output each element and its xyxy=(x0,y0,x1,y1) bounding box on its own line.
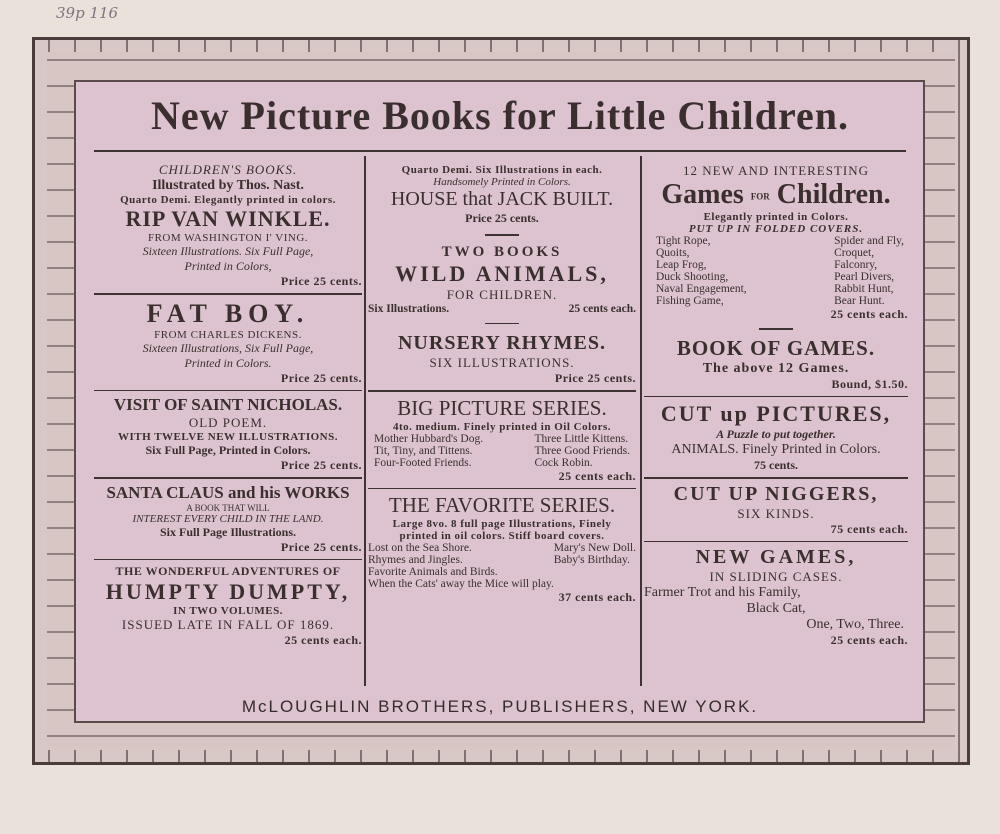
list-item: Mary's New Doll. xyxy=(553,542,636,554)
desc-line: Handsomely Printed in Colors. xyxy=(433,176,571,188)
price: 25 cents each. xyxy=(830,633,908,647)
humpty-dumpty-title: HUMPTY DUMPTY, xyxy=(105,579,351,604)
desc-line: Printed in Colors, xyxy=(184,259,272,273)
cut-up-niggers-title: CUT UP NIGGERS, xyxy=(673,482,879,505)
subtitle: A Puzzle to put together. xyxy=(716,427,836,441)
nast-line: Illustrated by Thos. Nast. xyxy=(152,178,304,193)
format-line: 4to. medium. Finely printed in Oil Colors. xyxy=(392,420,612,433)
desc-line: ANIMALS. Finely Printed in Colors. xyxy=(671,442,881,457)
desc-line: Six Full Page Illustrations. xyxy=(159,524,296,539)
new-games-title: NEW GAMES, xyxy=(695,546,857,568)
desc-line: Sixteen Illustrations, Six Full Page, xyxy=(142,340,314,355)
price: 75 cents each. xyxy=(830,521,908,536)
list-item: Baby's Birthday. xyxy=(553,554,630,566)
format-line: Quarto Demi. Six Illustrations in each. xyxy=(401,164,603,176)
column-divider-2 xyxy=(640,156,642,686)
desc-line: Sixteen Illustrations. Six Full Page, xyxy=(142,244,314,258)
price: Price 25 cents. xyxy=(280,370,362,385)
list-item: Three Little Kittens. xyxy=(534,432,629,445)
saint-nicholas-title: VISIT OF SAINT NICHOLAS. xyxy=(113,395,343,414)
price: Price 25 cents. xyxy=(280,274,362,288)
list-item: Croquet, xyxy=(834,247,875,259)
price: 25 cents each. xyxy=(284,633,362,647)
subtitle: SIX ILLUSTRATIONS. xyxy=(429,355,575,370)
list-item: Lost on the Sea Shore. xyxy=(368,542,472,554)
list-item: Naval Engagement, xyxy=(656,283,747,295)
desc-line: Elegantly printed in Colors. xyxy=(703,211,849,223)
desc-line: Large 8vo. 8 full page Illustrations, Finely xyxy=(392,518,612,530)
list-item: Spider and Fly, xyxy=(834,235,904,247)
list-item: Tight Rope, xyxy=(656,235,711,247)
title-rule xyxy=(94,150,906,152)
subtitle: FOR CHILDREN. xyxy=(446,286,558,302)
two-books-heading: TWO BOOKS xyxy=(441,243,563,260)
price: 25 cents each. xyxy=(830,307,908,321)
desc-line: printed in oil colors. Stiff board covers. xyxy=(399,530,605,542)
price: 75 cents. xyxy=(754,458,798,472)
games-for-children-title: Games FOR Children. xyxy=(661,179,891,210)
column-3 xyxy=(644,163,908,648)
list-item: Three Good Friends. xyxy=(534,444,630,457)
page-title: New Picture Books for Little Children. xyxy=(151,93,849,138)
desc-line: A BOOK THAT WILL xyxy=(186,502,270,513)
price: Bound, $1.50. xyxy=(831,376,908,391)
house-jack-built-title: HOUSE that JACK BUILT. xyxy=(390,188,614,210)
nursery-rhymes-title: NURSERY RHYMES. xyxy=(397,332,607,354)
price: Price 25 cents. xyxy=(280,458,362,472)
list-item: Four-Footed Friends. xyxy=(374,456,472,469)
price: 25 cents each. xyxy=(568,302,636,315)
subtitle: IN TWO VOLUMES. xyxy=(173,605,283,617)
desc-line: Printed in Colors. xyxy=(184,355,272,370)
author-line: FROM WASHINGTON I' VING. xyxy=(147,232,309,244)
list-item: Cock Robin. xyxy=(534,456,593,469)
list-item: Tit, Tiny, and Tittens. xyxy=(374,444,473,457)
price: Price 25 cents. xyxy=(280,539,362,554)
catalog-mark: 39p 116 xyxy=(56,4,119,22)
desc-line: PUT UP IN FOLDED COVERS. xyxy=(688,223,864,235)
wild-animals-title: WILD ANIMALS, xyxy=(395,260,609,286)
desc-line: ISSUED LATE IN FALL OF 1869. xyxy=(121,617,335,632)
column-1 xyxy=(94,162,362,648)
book-of-games-title: BOOK OF GAMES. xyxy=(676,335,876,360)
list-item: Mother Hubbard's Dog. xyxy=(374,432,484,445)
santa-claus-title: SANTA CLAUS and his WORKS xyxy=(106,482,350,502)
list-item: Fishing Game, xyxy=(656,295,724,307)
price: Price 25 cents. xyxy=(465,211,539,225)
desc-line: THE WONDERFUL ADVENTURES OF xyxy=(115,564,341,578)
list-item: Falconry, xyxy=(834,259,878,271)
column-2 xyxy=(368,164,636,605)
desc-line: Six Full Page, Printed in Colors. xyxy=(145,443,311,457)
big-picture-series-title: BIG PICTURE SERIES. xyxy=(397,395,607,420)
list-item: Black Cat, xyxy=(746,601,806,616)
list-item: Bear Hunt. xyxy=(834,295,885,307)
rip-van-winkle-title: RIP VAN WINKLE. xyxy=(125,206,331,231)
list-item: Farmer Trot and his Family, xyxy=(644,585,801,600)
cut-up-pictures-title: CUT up PICTURES, xyxy=(660,401,892,426)
subtitle: SIX KINDS. xyxy=(737,505,815,521)
games-heading: 12 NEW AND INTERESTING xyxy=(682,163,870,178)
list-item: Favorite Animals and Birds. xyxy=(368,566,498,578)
list-item: Leap Frog, xyxy=(656,259,707,271)
publisher-footer: McLOUGHLIN BROTHERS, PUBLISHERS, NEW YORK. xyxy=(241,697,759,716)
price: 37 cents each. xyxy=(558,590,636,604)
price: Price 25 cents. xyxy=(554,371,636,385)
fat-boy-title: FAT BOY. xyxy=(146,298,310,328)
format-line: Quarto Demi. Elegantly printed in colors. xyxy=(120,194,336,206)
list-item: One, Two, Three. xyxy=(806,617,904,632)
heading-childrens-books: CHILDREN'S BOOKS. xyxy=(158,162,298,177)
desc-line: INTEREST EVERY CHILD IN THE LAND. xyxy=(132,512,324,525)
favorite-series-title: THE FAVORITE SERIES. xyxy=(388,493,616,517)
subtitle: OLD POEM. xyxy=(188,415,268,430)
subtitle: The above 12 Games. xyxy=(702,360,850,376)
list-item: When the Cats' away the Mice will play. xyxy=(368,578,554,590)
desc-line: Six Illustrations. xyxy=(368,302,450,315)
subtitle: IN SLIDING CASES. xyxy=(709,569,843,584)
list-item: Duck Shooting, xyxy=(656,271,729,283)
desc-line: WITH TWELVE NEW ILLUSTRATIONS. xyxy=(118,431,338,443)
author-line: FROM CHARLES DICKENS. xyxy=(154,328,302,341)
list-item: Rhymes and Jingles. xyxy=(368,554,463,566)
price: 25 cents each. xyxy=(558,468,636,483)
list-item: Quoits, xyxy=(656,247,690,259)
list-item: Rabbit Hunt, xyxy=(834,283,894,295)
list-item: Pearl Divers, xyxy=(834,271,895,283)
column-divider-1 xyxy=(364,156,366,686)
